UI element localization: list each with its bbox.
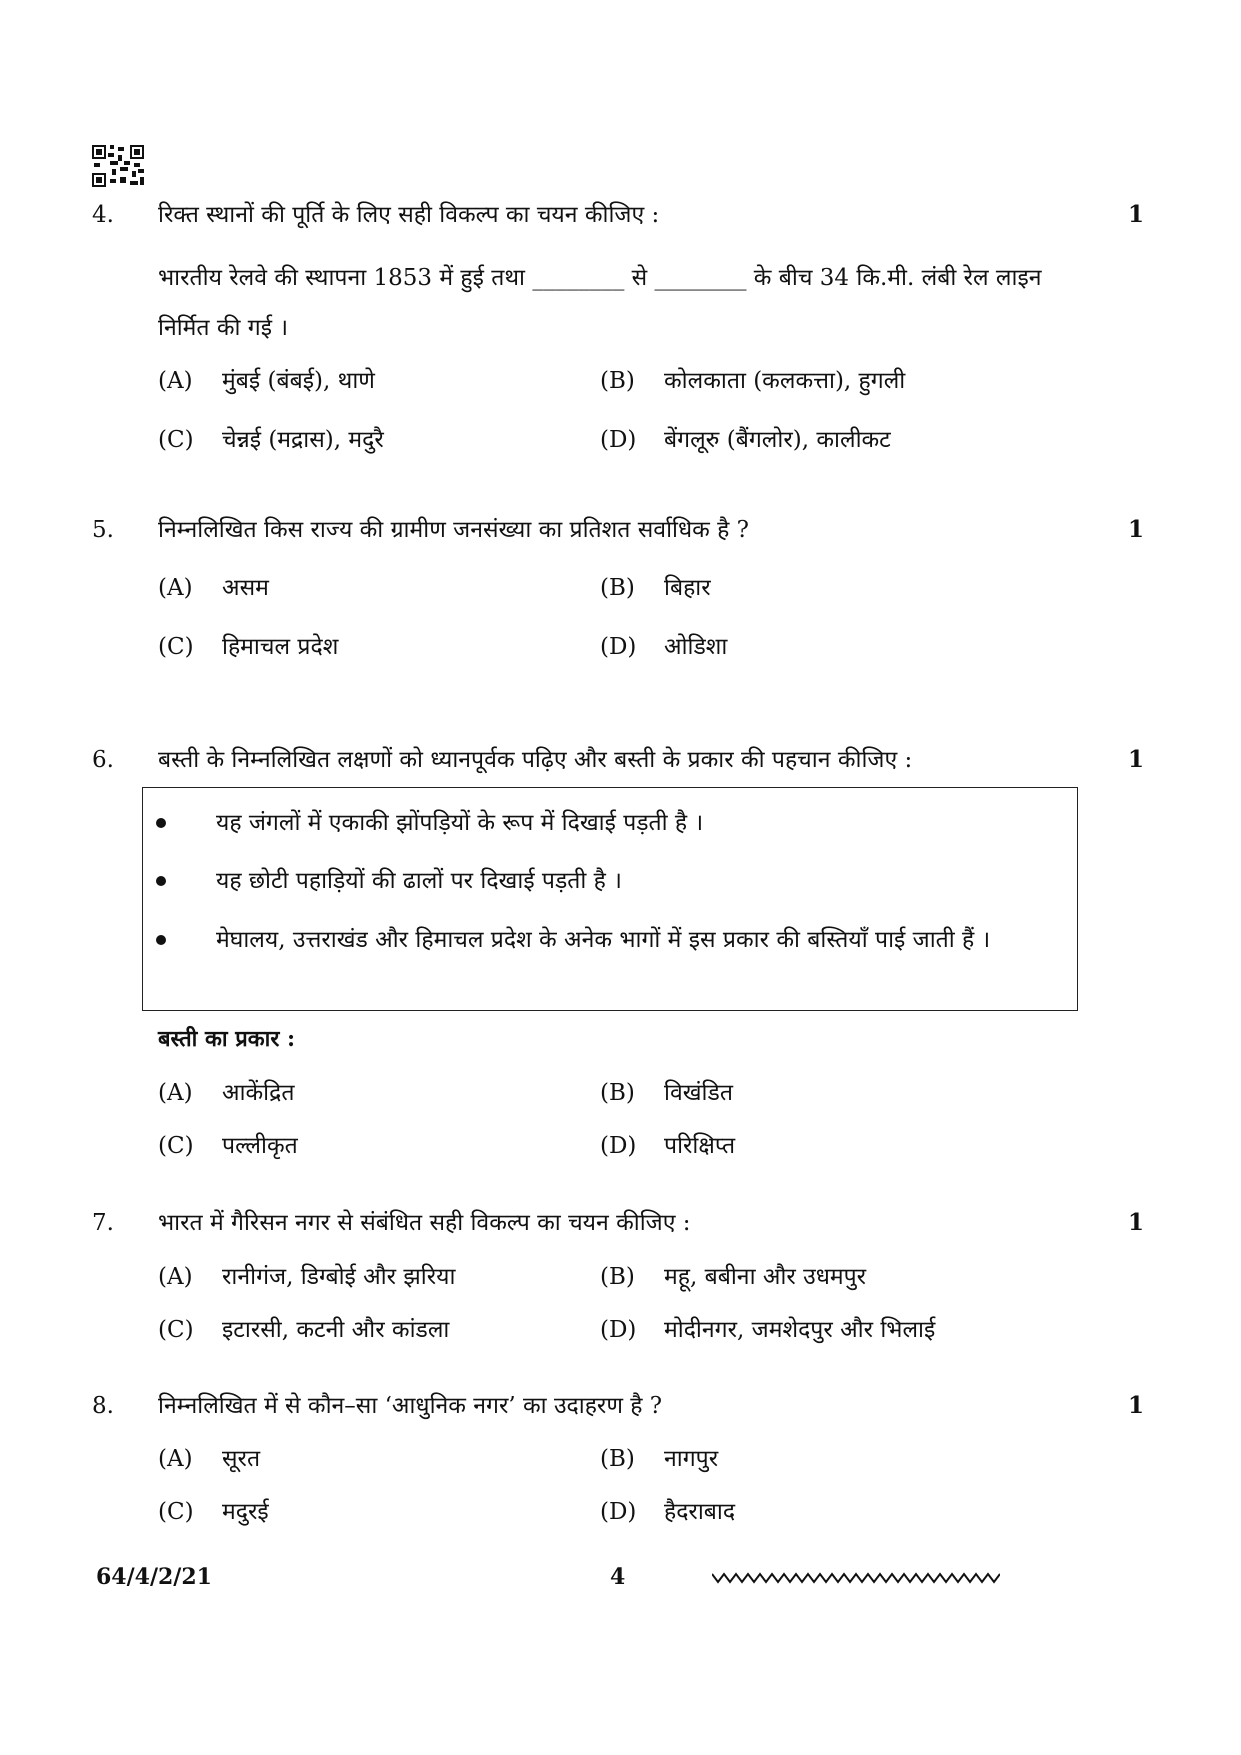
option-c (158, 1131, 298, 1161)
option-label: (B) (600, 1446, 635, 1472)
option-d (600, 1315, 935, 1345)
option-label: (C) (158, 1499, 194, 1525)
option-d (600, 1497, 735, 1527)
option-b (600, 366, 905, 396)
option-label: (B) (600, 1080, 635, 1106)
option-d (600, 1131, 735, 1161)
settlement-type-heading: बस्ती का प्रकार : (158, 1026, 296, 1052)
option-label: (A) (158, 1446, 193, 1472)
option-label: (C) (158, 1317, 194, 1343)
bullet-icon (156, 935, 166, 945)
paper-code: 64/4/2/21 (96, 1564, 212, 1590)
option-text: हिमाचल प्रदेश (222, 634, 339, 660)
question-text: निम्नलिखित में से कौन–सा ‘आधुनिक नगर’ का उदाहरण है ? (158, 1393, 663, 1419)
option-b (600, 1262, 866, 1292)
wavy-line-icon (712, 1568, 1000, 1588)
question-text: बस्ती के निम्नलिखित लक्षणों को ध्यानपूर्वक पढ़िए और बस्ती के प्रकार की पहचान कीजिए : (158, 747, 913, 773)
question-number: 6. (92, 747, 114, 773)
option-text: चेन्नई (मद्रास), मदुरै (222, 427, 384, 453)
question-marks: 1 (1128, 746, 1145, 773)
option-label: (D) (600, 634, 637, 660)
option-label: (A) (158, 1080, 193, 1106)
option-label: (C) (158, 1133, 194, 1159)
question-marks: 1 (1128, 1209, 1145, 1236)
question-number: 5. (92, 517, 114, 543)
option-text: मदुरई (222, 1499, 269, 1525)
option-text: इटारसी, कटनी और कांडला (222, 1317, 450, 1343)
option-a (158, 1078, 294, 1108)
question-number: 4. (92, 202, 114, 228)
option-text: रानीगंज, डिग्बोई और झरिया (222, 1264, 456, 1290)
question-passage: भारतीय रेलवे की स्थापना 1853 में हुई तथा ________ से ________ के बीच 34 कि.मी. लंबी रेल लाइन निर्मित की गई । (158, 265, 1042, 341)
option-c (158, 1497, 269, 1527)
page-number: 4 (610, 1564, 626, 1590)
option-b (600, 573, 711, 603)
option-text: बेंगलूरु (बैंगलोर), कालीकट (664, 427, 891, 453)
option-label: (C) (158, 427, 194, 453)
question-number: 8. (92, 1393, 114, 1419)
option-label: (B) (600, 575, 635, 601)
option-text: पल्लीकृत (222, 1133, 298, 1159)
option-a (158, 1262, 455, 1292)
option-text: मुंबई (बंबई), थाणे (222, 368, 375, 394)
option-text: नागपुर (664, 1446, 719, 1472)
option-label: (D) (600, 1133, 637, 1159)
bullet-icon (156, 818, 166, 828)
characteristic-item: यह जंगलों में एकाकी झोंपड़ियों के रूप में दिखाई पड़ती है । (216, 810, 704, 836)
option-label: (B) (600, 368, 635, 394)
option-d (600, 425, 891, 455)
option-c (158, 1315, 449, 1345)
option-text: हैदराबाद (664, 1499, 736, 1525)
option-a (158, 1444, 260, 1474)
bullet-icon (156, 876, 166, 886)
option-text: महू, बबीना और उधमपुर (664, 1264, 867, 1290)
characteristic-item: यह छोटी पहाड़ियों की ढालों पर दिखाई पड़ती है । (216, 868, 622, 894)
question-text: रिक्त स्थानों की पूर्ति के लिए सही विकल्प का चयन कीजिए : (158, 202, 660, 228)
qr-code-icon (92, 145, 144, 187)
option-text: मोदीनगर, जमशेदपुर और भिलाई (664, 1317, 936, 1343)
option-label: (D) (600, 427, 637, 453)
option-d (600, 632, 727, 662)
option-b (600, 1078, 733, 1108)
option-label: (A) (158, 1264, 193, 1290)
question-number: 7. (92, 1210, 114, 1236)
option-b (600, 1444, 718, 1474)
question-text: निम्नलिखित किस राज्य की ग्रामीण जनसंख्या का प्रतिशत सर्वाधिक है ? (158, 517, 749, 543)
question-marks: 1 (1128, 1392, 1145, 1419)
option-a (158, 573, 269, 603)
option-c (158, 632, 338, 662)
option-label: (B) (600, 1264, 635, 1290)
question-marks: 1 (1128, 516, 1145, 543)
option-text: परिक्षिप्त (664, 1133, 736, 1159)
option-label: (D) (600, 1499, 637, 1525)
option-text: असम (222, 575, 269, 601)
option-text: ओडिशा (664, 634, 728, 660)
option-text: कोलकाता (कलकत्ता), हुगली (664, 368, 906, 394)
option-label: (C) (158, 634, 194, 660)
characteristic-item: मेघालय, उत्तराखंड और हिमाचल प्रदेश के अनेक भागों में इस प्रकार की बस्तियाँ पाई जाती हैं । (216, 927, 991, 953)
option-text: सूरत (222, 1446, 261, 1472)
option-c (158, 425, 384, 455)
option-text: विखंडित (664, 1080, 733, 1106)
option-a (158, 366, 375, 396)
option-label: (A) (158, 575, 193, 601)
option-text: बिहार (664, 575, 711, 601)
option-label: (D) (600, 1317, 637, 1343)
option-label: (A) (158, 368, 193, 394)
option-text: आकेंद्रित (222, 1080, 295, 1106)
question-text: भारत में गैरिसन नगर से संबंधित सही विकल्प का चयन कीजिए : (158, 1210, 691, 1236)
question-marks: 1 (1128, 201, 1145, 228)
